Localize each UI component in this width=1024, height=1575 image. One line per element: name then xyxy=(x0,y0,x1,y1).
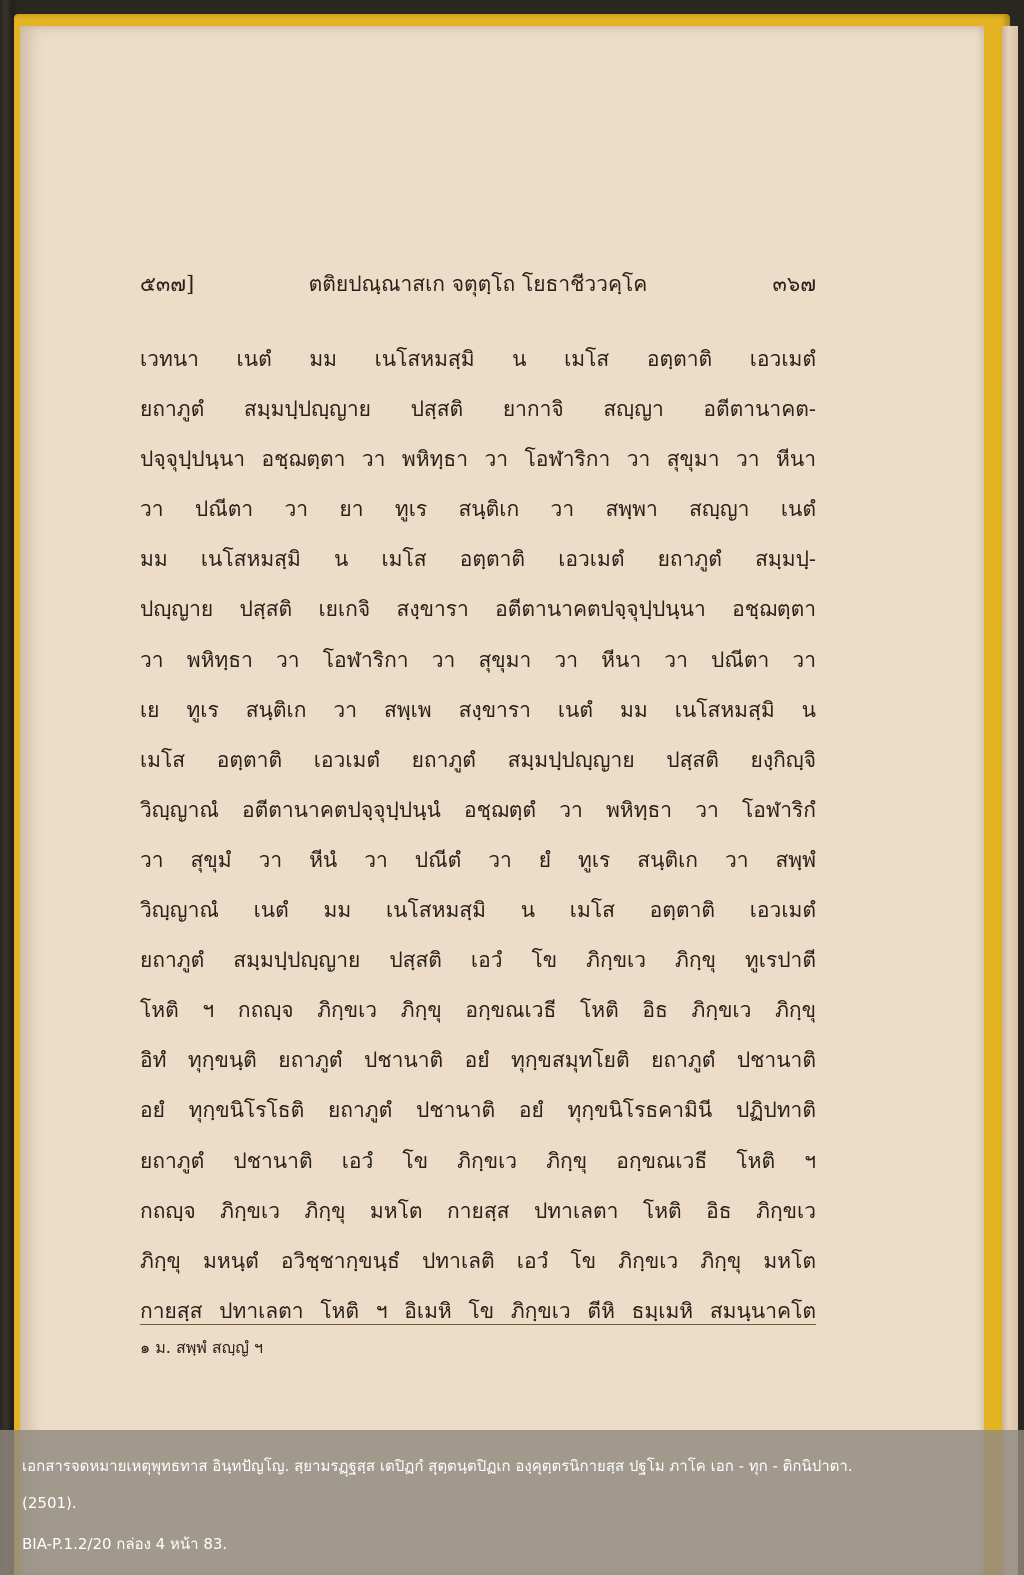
text-line: กายสฺส ปทาเลตา โหติ ฯ อิเมหิ โข ภิกฺขเว ตีหิ ธมฺเมหิ สมนฺนาคโต xyxy=(140,1298,816,1323)
running-head xyxy=(140,268,816,300)
body-text xyxy=(140,334,816,1336)
text-line: เวทนา เนตํ มม เนโสหมสฺมิ น เมโส อตฺตาติ เอวเมตํ xyxy=(140,347,816,371)
text-line: กถญฺจ ภิกฺขเว ภิกฺขุ มหโต กายสฺส ปทาเลตา โหติ อิธ ภิกฺขเว xyxy=(140,1198,816,1223)
text-line: วา ปณีตา วา ยา ทูเร สนฺติเก วา สพฺพา สญฺญา เนตํ xyxy=(140,497,816,522)
text-line: ภิกฺขุ มหนฺตํ อวิชฺชากฺขนฺธํ ปทาเลติ เอวํ โข ภิกฺขเว ภิกฺขุ มหโต xyxy=(140,1248,816,1273)
page-edges xyxy=(1002,26,1018,1575)
text-line: อิทํ ทุกฺขนฺติ ยถาภูตํ ปชานาติ อยํ ทุกฺขสมุทโยติ ยถาภูตํ ปชานาติ xyxy=(140,1048,816,1073)
text-line: วิญฺญาณํ เนตํ มม เนโสหมสฺมิ น เมโส อตฺตาติ เอวเมตํ xyxy=(140,898,816,923)
caption-year: (2501). xyxy=(22,1494,77,1512)
text-line: ยถาภูตํ สมฺมปฺปญฺญาย ปสฺสติ เอวํ โข ภิกฺขเว ภิกฺขุ ทูเรปาตี xyxy=(140,948,816,973)
text-line: เมโส อตฺตาติ เอวเมตํ ยถาภูตํ สมฺมปฺปญฺญาย ปสฺสติ ยงฺกิญฺจิ xyxy=(140,747,816,772)
text-line: วา สุขุมํ วา หีนํ วา ปณีตํ วา ยํ ทูเร สนฺติเก วา สพฺพํ xyxy=(140,847,816,872)
archive-caption xyxy=(0,1430,1024,1575)
footnote-rule xyxy=(140,1324,816,1325)
text-line: ปญฺญาย ปสฺสติ เยเกจิ สงฺขารา อตีตานาคตปจฺจุปฺปนฺนา อชฺฌตฺตา xyxy=(140,597,816,622)
text-line: มม เนโสหมสฺมิ น เมโส อตฺตาติ เอวเมตํ ยถาภูตํ สมฺมปฺ- xyxy=(140,547,816,572)
page-number: ๓๖๗ xyxy=(772,272,816,296)
text-line: เย ทูเร สนฺติเก วา สพฺเพ สงฺขารา เนตํ มม เนโสหมสฺมิ น xyxy=(140,697,816,722)
caption-citation: เอกสารจดหมายเหตุพุทธทาส อินฺทปัญโญ. สฺยามรฏฺฐสฺส เตปิฏกํ สุตฺตนฺตปิฏเก องฺคุตฺตรนิกายสฺส ปฐโม ภาโค เอก - ทุก - ติกนิปาตา. xyxy=(22,1457,853,1475)
footnote: ๑ ม. สพฺพํ สญฺญํ ฯ xyxy=(140,1338,264,1357)
caption-reference: BIA-P.1.2/20 กล่อง 4 หน้า 83. xyxy=(22,1535,228,1553)
running-title: ตติยปณฺณาสเก จตุตฺโถ โยธาชีววคฺโค xyxy=(308,272,648,296)
text-line: อยํ ทุกฺขนิโรโธติ ยถาภูตํ ปชานาติ อยํ ทุกฺขนิโรธคามินี ปฏิปทาติ xyxy=(140,1098,816,1123)
text-line: ปจฺจุปฺปนฺนา อชฺฌตฺตา วา พหิทฺธา วา โอฬาริกา วา สุขุมา วา หีนา xyxy=(140,447,816,472)
text-line: ยถาภูตํ ปชานาติ เอวํ โข ภิกฺขเว ภิกฺขุ อกฺขณเวธี โหติ ฯ xyxy=(140,1148,816,1173)
text-line: ยถาภูตํ สมฺมปฺปญฺญาย ปสฺสติ ยากาจิ สญฺญา อตีตานาคต- xyxy=(140,397,816,422)
section-number: ๕๓๗] xyxy=(140,272,195,296)
text-line: วิญฺญาณํ อตีตานาคตปจฺจุปฺปนฺนํ อชฺฌตฺตํ วา พหิทฺธา วา โอฬาริกํ xyxy=(140,797,816,822)
text-line: วา พหิทฺธา วา โอฬาริกา วา สุขุมา วา หีนา วา ปณีตา วา xyxy=(140,647,816,672)
text-line: โหติ ฯ กถญฺจ ภิกฺขเว ภิกฺขุ อกฺขณเวธี โหติ อิธ ภิกฺขเว ภิกฺขุ xyxy=(140,998,816,1023)
